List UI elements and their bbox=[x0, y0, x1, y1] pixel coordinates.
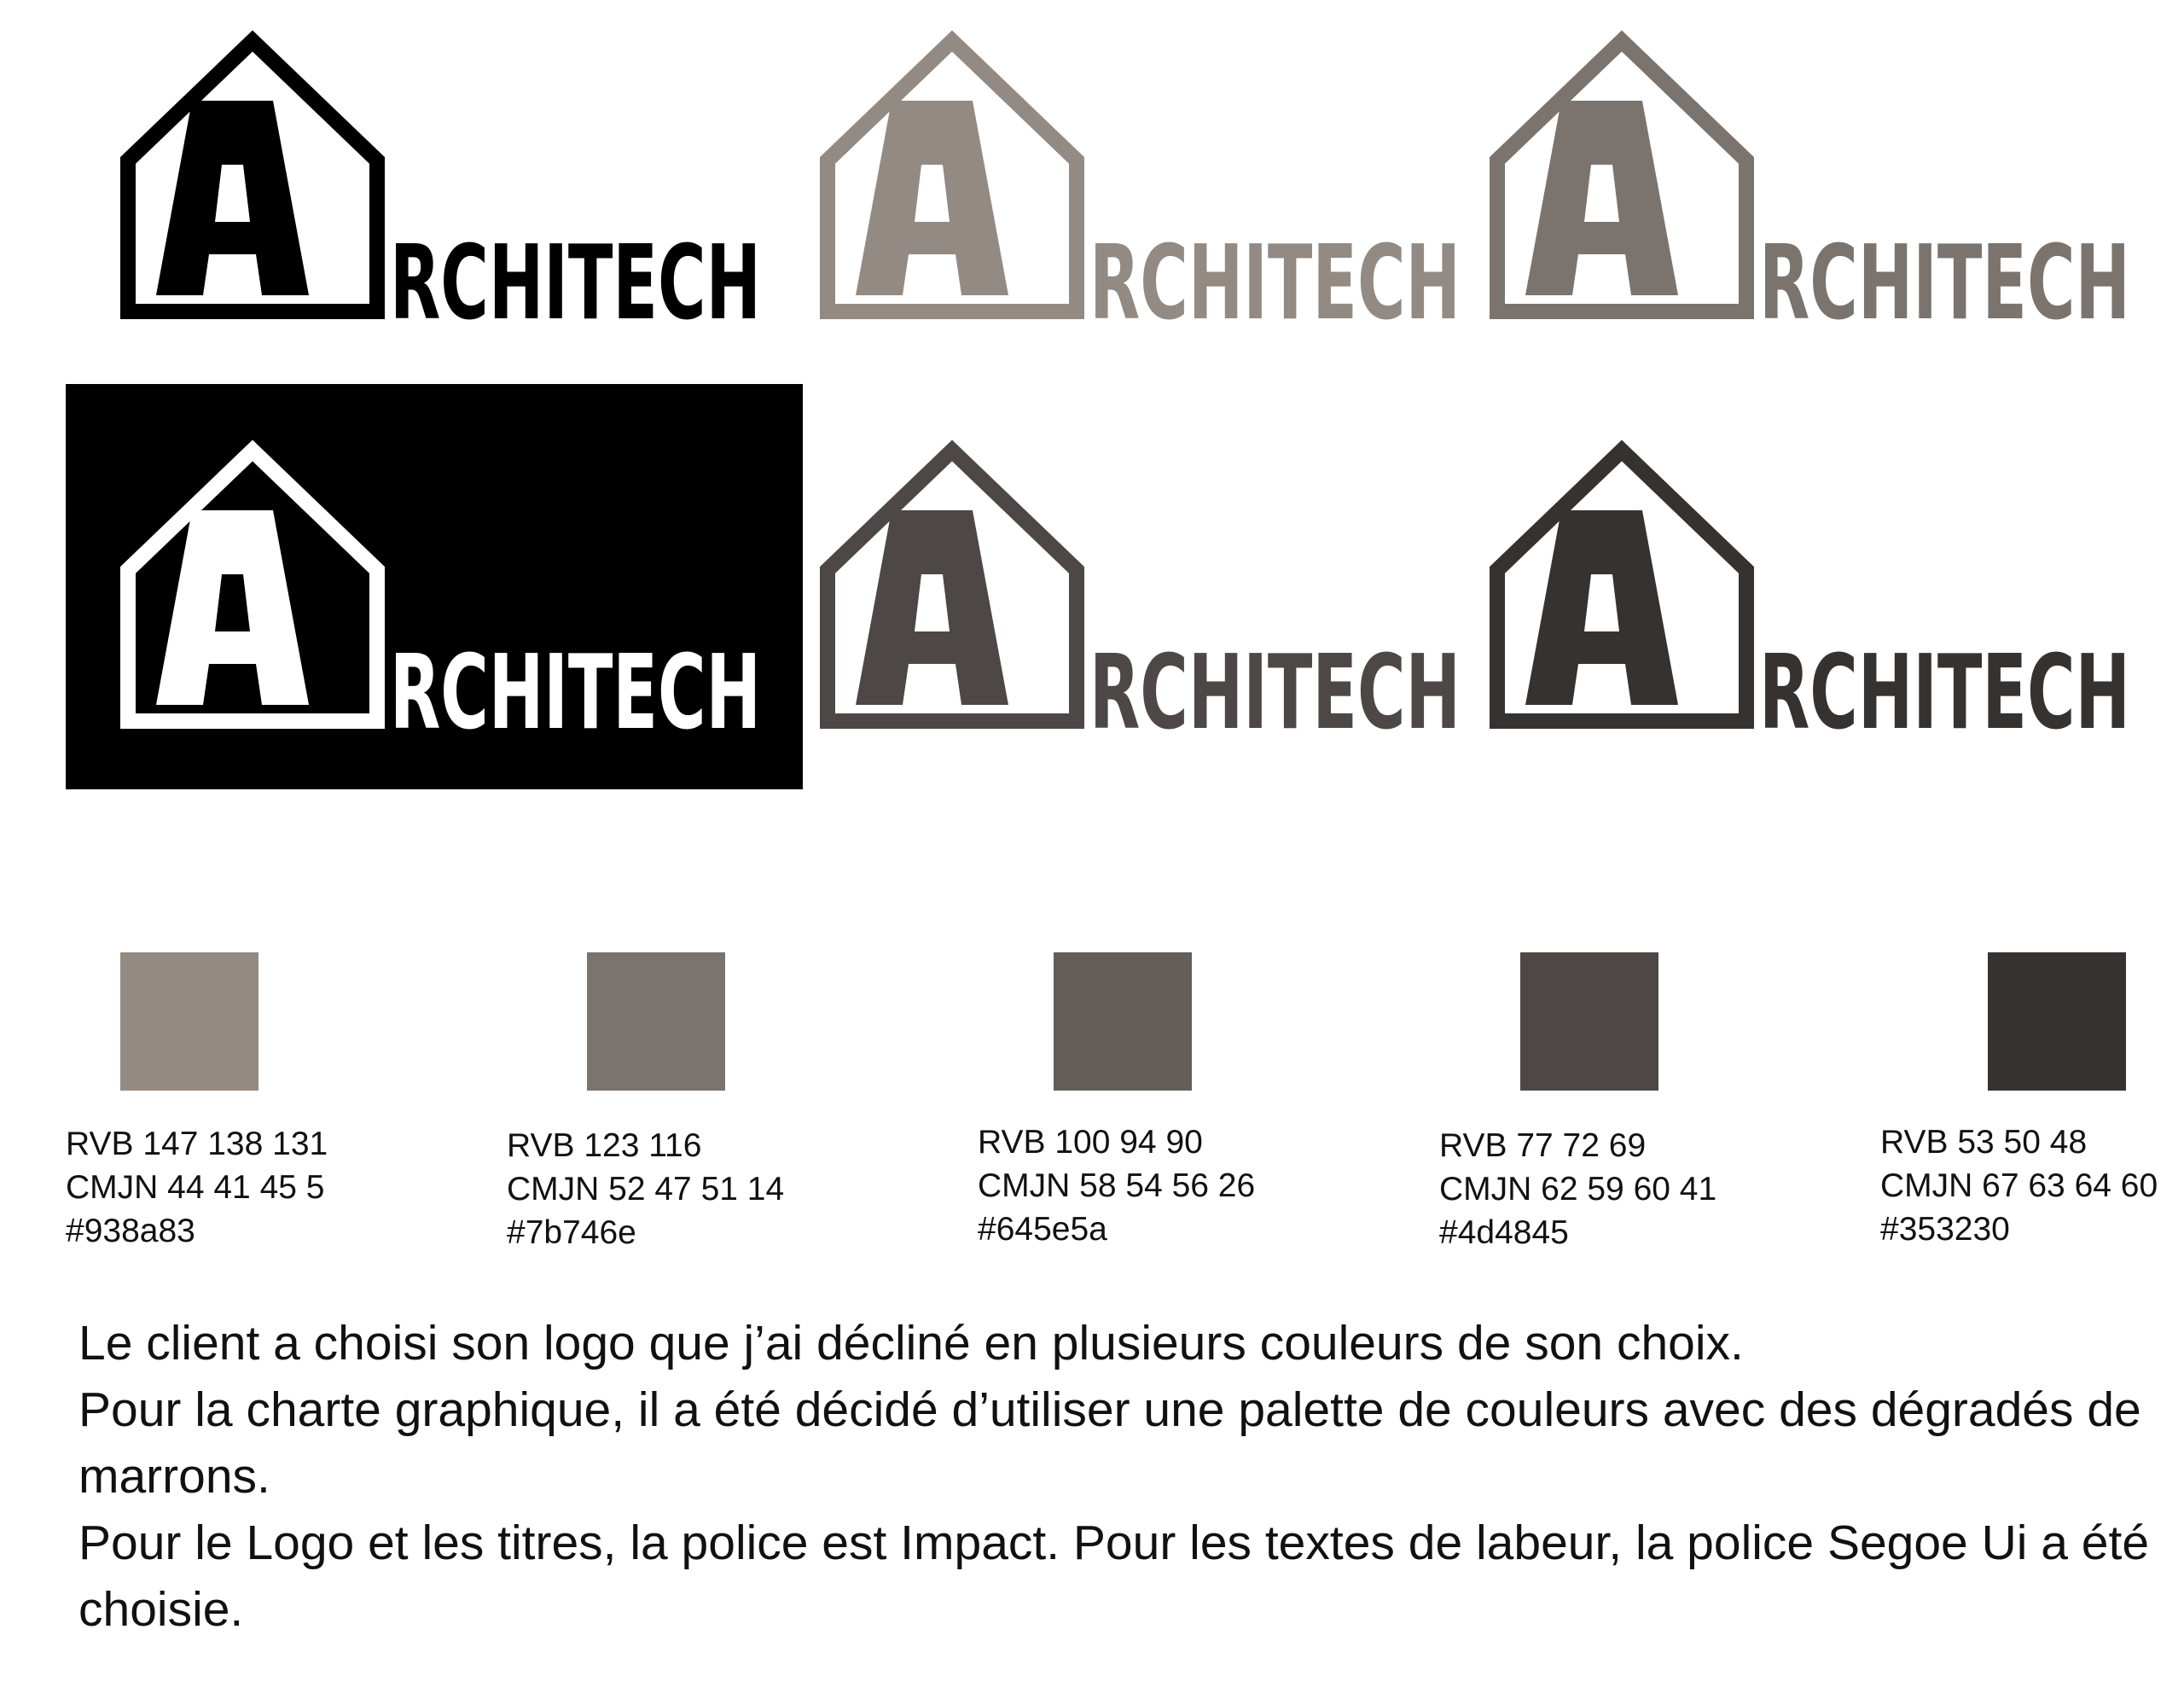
hex-value: #938a83 bbox=[66, 1213, 195, 1249]
swatch-645e5a bbox=[1054, 952, 1192, 1091]
logo-wordmark: RCHITECH bbox=[1759, 634, 2130, 753]
logo-medium-brown bbox=[1480, 24, 2163, 365]
cmyk-value: CMJN 44 41 45 5 bbox=[66, 1169, 325, 1206]
hex-value: #645e5a bbox=[978, 1211, 1107, 1248]
cmyk-value: CMJN 58 54 56 26 bbox=[978, 1167, 1256, 1204]
color-info-5 bbox=[1880, 1120, 2158, 1251]
logo-darkest-brown bbox=[1480, 434, 2163, 775]
logo-wordmark: RCHITECH bbox=[1089, 224, 1461, 343]
swatch-7b746e bbox=[587, 952, 725, 1091]
swatch-4d4845 bbox=[1520, 952, 1658, 1091]
color-info-3 bbox=[978, 1120, 1255, 1251]
description-text bbox=[78, 1310, 2160, 1643]
hex-value: #4d4845 bbox=[1439, 1214, 1569, 1251]
rgb-value: RVB 53 50 48 bbox=[1880, 1124, 2088, 1161]
rgb-value: RVB 123 116 bbox=[507, 1127, 702, 1164]
description-line-3: Pour le Logo et les titres, la police est Impact. Pour les textes de labeur, la police Segoe Ui a été choisie. bbox=[78, 1516, 2150, 1637]
swatch-938a83 bbox=[120, 952, 258, 1091]
cmyk-value: CMJN 52 47 51 14 bbox=[507, 1171, 785, 1207]
swatch-353230 bbox=[1988, 952, 2126, 1091]
logo-wordmark: RCHITECH bbox=[390, 634, 761, 753]
logo-wordmark: RCHITECH bbox=[1089, 634, 1461, 753]
color-info-1 bbox=[66, 1122, 328, 1253]
logo-dark-brown bbox=[810, 434, 1493, 775]
rgb-value: RVB 147 138 131 bbox=[66, 1126, 328, 1162]
logo-inverted bbox=[111, 434, 793, 775]
logo-wordmark: RCHITECH bbox=[390, 224, 761, 343]
logo-black bbox=[111, 24, 793, 365]
hex-value: #7b746e bbox=[507, 1214, 636, 1251]
cmyk-value: CMJN 62 59 60 41 bbox=[1439, 1171, 1717, 1207]
color-info-4 bbox=[1439, 1124, 1716, 1254]
description-line-2: Pour la charte graphique, il a été décidé d’utiliser une palette de couleurs avec des dégradés de marrons. bbox=[78, 1382, 2141, 1504]
logo-wordmark: RCHITECH bbox=[1759, 224, 2130, 343]
hex-value: #353230 bbox=[1880, 1211, 2010, 1248]
description-line-1: Le client a choisi son logo que j’ai décliné en plusieurs couleurs de son choix. bbox=[78, 1316, 1744, 1370]
logo-light-brown bbox=[810, 24, 1493, 365]
rgb-value: RVB 77 72 69 bbox=[1439, 1127, 1647, 1164]
cmyk-value: CMJN 67 63 64 60 bbox=[1880, 1167, 2158, 1204]
color-info-2 bbox=[507, 1124, 784, 1254]
rgb-value: RVB 100 94 90 bbox=[978, 1124, 1203, 1161]
